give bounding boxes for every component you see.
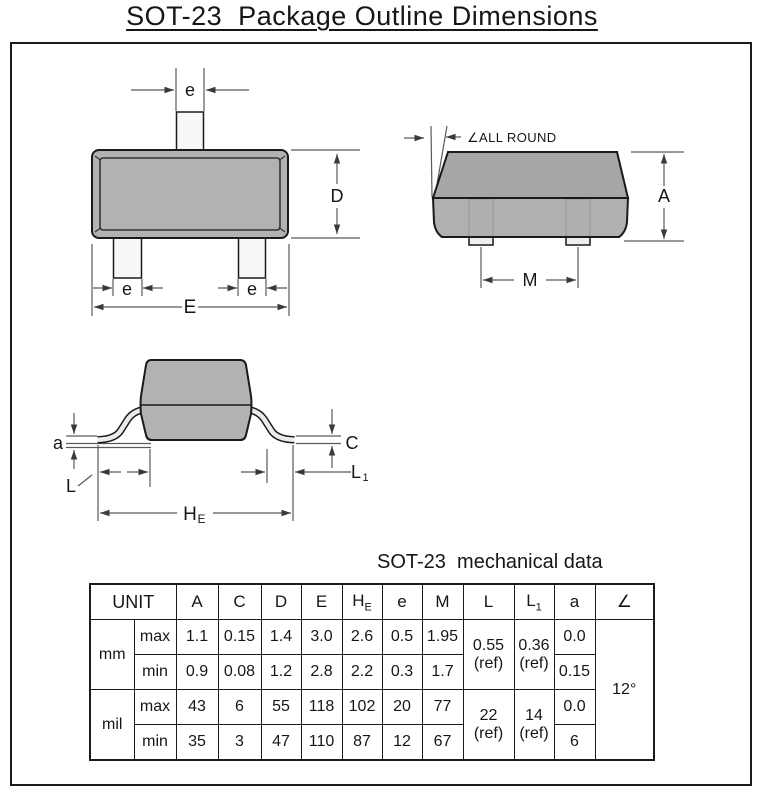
table-row-mm-max <box>90 620 654 655</box>
cell-mm-min-label: min <box>134 655 176 690</box>
side-dim-he-subscript: E <box>197 512 206 526</box>
table-header-row <box>90 584 654 620</box>
cell-mil-min-a: 35 <box>176 725 218 761</box>
header-e-big: E <box>301 584 342 620</box>
cell-mm-min-e-big: 2.8 <box>301 655 342 690</box>
side-view-drawing <box>53 360 369 526</box>
cell-mil-min-d: 47 <box>261 725 301 761</box>
mechanical-data-heading: SOT-23 mechanical data <box>377 551 603 573</box>
header-l1-main: L <box>526 590 536 610</box>
cell-angle-value: 12° <box>595 620 654 761</box>
cell-mm-min-a-small: 0.15 <box>554 655 595 690</box>
header-l1-sub: 1 <box>535 601 542 614</box>
cell-mil-max-c: 6 <box>218 690 261 725</box>
cell-mm-l-ref-label: (ref) <box>473 654 504 672</box>
cell-mm-max-e-big: 3.0 <box>301 620 342 655</box>
front-dim-E-label: E <box>183 297 197 318</box>
cell-mm-max-label: max <box>134 620 176 655</box>
side-dim-he-label: H <box>183 504 197 525</box>
front-bottom-pin-left <box>114 238 142 278</box>
perspective-view-drawing <box>404 126 684 290</box>
cell-mm-l1-ref <box>514 620 554 690</box>
side-package-body <box>141 360 252 440</box>
cell-mm-max-a-small: 0.0 <box>554 620 595 655</box>
header-a: A <box>176 584 218 620</box>
front-dim-d-label: D <box>330 186 344 206</box>
cell-mil-min-e: 12 <box>382 725 422 761</box>
cell-mil-max-a-small: 0.0 <box>554 690 595 725</box>
front-top-pin <box>177 112 204 150</box>
cell-mil-max-d: 55 <box>261 690 301 725</box>
cell-mil-max-m: 77 <box>422 690 463 725</box>
cell-mil-max-label: max <box>134 690 176 725</box>
cell-mil-l1-value: 14 <box>525 706 543 724</box>
side-lead-right <box>245 409 295 440</box>
cell-mil-max-a: 43 <box>176 690 218 725</box>
cell-mil-min-a-small: 6 <box>554 725 595 761</box>
perspective-body-front-face <box>433 198 628 237</box>
cell-mm-min-he: 2.2 <box>342 655 382 690</box>
table-row-mm-min <box>90 655 654 690</box>
cell-mm-max-he: 2.6 <box>342 620 382 655</box>
cell-mil-min-e-big: 110 <box>301 725 342 761</box>
front-dim-e-bottom-right-label: e <box>246 279 258 299</box>
header-l: L <box>463 584 514 620</box>
side-dim-c-label: C <box>345 433 359 453</box>
cell-mil-min-m: 67 <box>422 725 463 761</box>
cell-mil-l-ref <box>463 690 514 761</box>
front-package-body-inner <box>100 158 280 230</box>
cell-mil-min-label: min <box>134 725 176 761</box>
cell-mm-l-ref <box>463 620 514 690</box>
cell-mm-min-e: 0.3 <box>382 655 422 690</box>
table-row-mil-max <box>90 690 654 725</box>
cell-mil-l-value: 22 <box>479 706 498 724</box>
cell-mil-max-e-big: 118 <box>301 690 342 725</box>
header-e-small: e <box>382 584 422 620</box>
header-unit: UNIT <box>90 584 176 620</box>
front-dim-e-bottom-left-label: e <box>121 279 133 299</box>
side-dim-l1-label: L <box>350 462 362 482</box>
header-m: M <box>422 584 463 620</box>
header-c: C <box>218 584 261 620</box>
header-he-main: H <box>352 590 365 610</box>
front-dim-e-top-label: e <box>184 80 196 100</box>
side-lead-left <box>98 409 148 440</box>
header-l1 <box>514 584 554 620</box>
header-d: D <box>261 584 301 620</box>
side-dim-a-label: a <box>52 433 64 453</box>
header-angle: ∠ <box>595 584 654 620</box>
cell-mm-max-a: 1.1 <box>176 620 218 655</box>
cell-mil-min-c: 3 <box>218 725 261 761</box>
cell-mm-min-c: 0.08 <box>218 655 261 690</box>
cell-mm-max-m: 1.95 <box>422 620 463 655</box>
cell-mm-max-c: 0.15 <box>218 620 261 655</box>
perspective-dim-m-label: M <box>522 270 538 290</box>
cell-mil-l-ref-label: (ref) <box>473 724 504 742</box>
dimensions-table <box>89 583 655 761</box>
cell-mm-min-d: 1.2 <box>261 655 301 690</box>
cell-mm-max-e: 0.5 <box>382 620 422 655</box>
side-dim-l1-subscript: 1 <box>362 472 369 484</box>
front-bottom-pin-right <box>239 238 266 278</box>
mechanical-data-table <box>89 583 655 761</box>
cell-mm-min-m: 1.7 <box>422 655 463 690</box>
header-a-small: a <box>554 584 595 620</box>
side-dim-l-label: L <box>65 476 77 496</box>
page-title: SOT-23 Package Outline Dimensions <box>126 1 598 31</box>
cell-unit-mm: mm <box>90 620 134 690</box>
cell-mm-l1-value: 0.36 <box>518 636 550 654</box>
cell-mil-max-he: 102 <box>342 690 382 725</box>
table-row-mil-min <box>90 725 654 761</box>
cell-mil-min-he: 87 <box>342 725 382 761</box>
cell-unit-mil: mil <box>90 690 134 761</box>
cell-mm-l-value: 0.55 <box>472 636 505 654</box>
cell-mil-l1-ref <box>514 690 554 761</box>
cell-mil-l1-ref-label: (ref) <box>519 724 549 742</box>
perspective-dim-a-label: A <box>657 186 671 206</box>
header-he <box>342 584 382 620</box>
header-he-sub: E <box>364 601 372 614</box>
front-view-drawing <box>92 68 360 318</box>
perspective-body-top-face <box>433 152 628 198</box>
cell-mm-l1-ref-label: (ref) <box>519 654 549 672</box>
cell-mil-max-e: 20 <box>382 690 422 725</box>
cell-mm-min-a: 0.9 <box>176 655 218 690</box>
cell-mm-max-d: 1.4 <box>261 620 301 655</box>
perspective-callout-all-round: ∠ALL ROUND <box>467 130 557 145</box>
